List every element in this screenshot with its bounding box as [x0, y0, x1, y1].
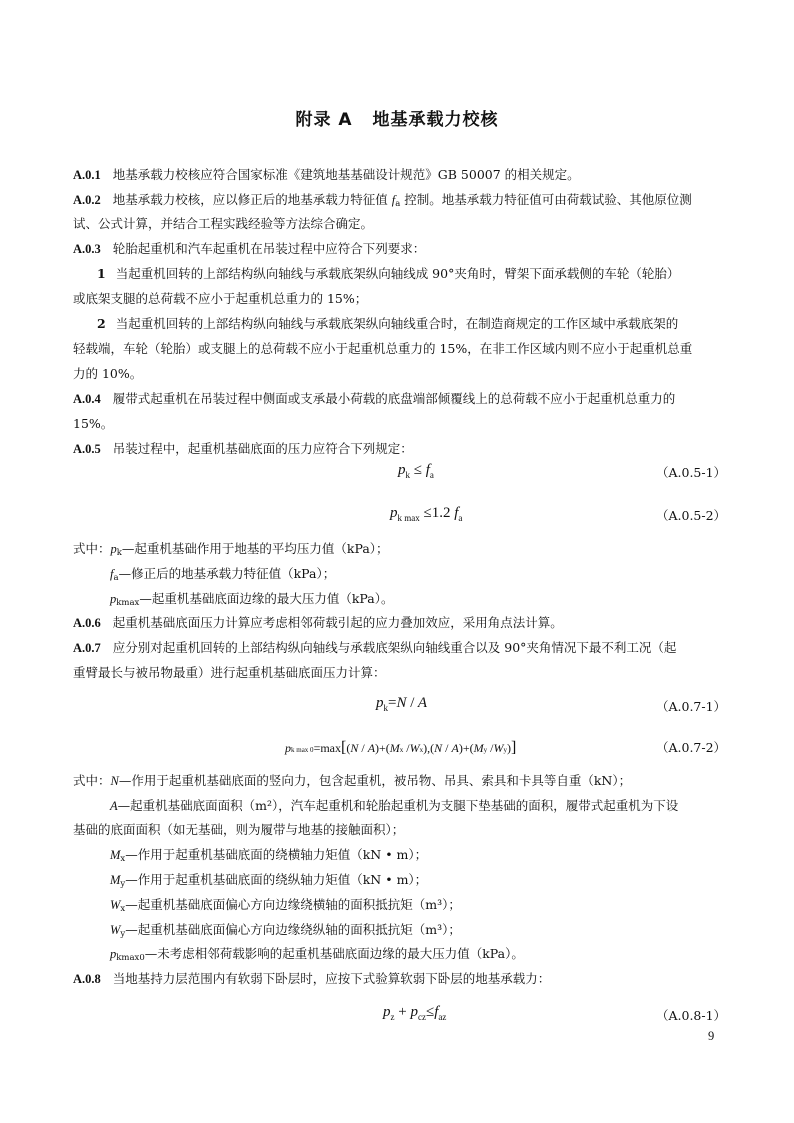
clause-a03: A.0.3 轮胎起重机和汽车起重机在吊装过程中应符合下列要求： — [73, 241, 426, 256]
formula-a07-1: $p_k=N / A$ — [376, 695, 428, 713]
where2-wx: $W_x—$起重机基础底面偏心方向边缘绕横轴的面积抵抗矩（m³）； — [110, 897, 461, 914]
clause-a06: A.0.6 起重机基础底面压力计算应考虑相邻荷载引起的应力叠加效应，采用角点法计算。 — [73, 615, 563, 630]
where1-fa: $f_a—$修正后的地基承载力特征值（kPa）； — [110, 566, 336, 583]
clause-a02: A.0.2 地基承载力校核，应以修正后的地基承载力特征值 $f_a$ 控制。地基承载力特征值可由荷载试验、其他原位测 — [73, 192, 692, 209]
formula-a08-1: $p_z + p_{cz}\le f_{az}$ — [383, 1004, 447, 1022]
clause-a04-line2: 15%。 — [73, 416, 114, 431]
formula-a05-2: $p_{k max} \le 1.2$ $f_a$ — [390, 505, 463, 523]
where1-pk: 式中：$p_k—$起重机基础作用于地基的平均压力值（kPa）； — [73, 541, 389, 558]
clause-a01: A.0.1 地基承载力校核应符合国家标准《建筑地基基础设计规范》GB 50007 的相关规定。 — [73, 167, 580, 182]
clause-a03-item2: 2 当起重机回转的上部结构纵向轴线与承载底架纵向轴线重合时，在制造商规定的工作区域中承载底架的 — [97, 316, 679, 331]
formula-label-a07-2: （A.0.7-2） — [656, 740, 727, 755]
formula-a05-1: $p_k \le f_a$ — [398, 462, 434, 480]
where2-mx: $M_x—$作用于起重机基础底面的绕横轴力矩值（kN • m）； — [110, 847, 428, 864]
clause-a07: A.0.7 应分别对起重机回转的上部结构纵向轴线与承载底架纵向轴线重合以及 90°夹角情况下最不利工况（起 — [73, 640, 677, 655]
clause-a03-item2-line3: 力的 10%。 — [73, 366, 143, 381]
clause-a03-item1: 1 当起重机回转的上部结构纵向轴线与承载底架纵向轴线成 90°夹角时，臂架下面承载侧的车轮（轮胎） — [97, 266, 680, 281]
where1-pkmax: $p_{kmax}—$起重机基础底面边缘的最大压力值（kPa）。 — [110, 591, 394, 608]
formula-label-a07-1: （A.0.7-1） — [656, 699, 727, 714]
where2-a-line2: 基础的底面面积（如无基础，则为履带与地基的接触面积）； — [73, 822, 405, 837]
formula-a07-2: pk max 0=max[(N / A)+(Mx /Wx),(N / A)+(My /Wy)] — [285, 739, 517, 756]
clause-a04: A.0.4 履带式起重机在吊装过程中侧面或支承最小荷载的底盘端部倾覆线上的总荷载不应小于起重机总重力的 — [73, 391, 676, 406]
where2-pkmax0: $p_{kmax0}—$未考虑相邻荷载影响的起重机基础底面边缘的最大压力值（kPa）。 — [110, 946, 524, 963]
where2-n: 式中：N—作用于起重机基础底面的竖向力，包含起重机，被吊物、吊具、索具和卡具等自重（kN）； — [73, 773, 632, 788]
clause-a03-item1-line2: 或底架支腿的总荷载不应小于起重机总重力的 15%； — [73, 291, 368, 306]
formula-label-a05-2: （A.0.5-2） — [656, 508, 727, 523]
page-number: 9 — [708, 1029, 715, 1043]
formula-label-a08-1: （A.0.8-1） — [656, 1008, 727, 1023]
where2-wy: $W_y—$起重机基础底面偏心方向边缘绕纵轴的面积抵抗矩（m³）； — [110, 922, 461, 939]
clause-a02-line2: 试、公式计算，并结合工程实践经验等方法综合确定。 — [73, 216, 374, 231]
clause-a05: A.0.5 吊装过程中，起重机基础底面的压力应符合下列规定： — [73, 441, 413, 456]
where2-my: $M_y—$作用于起重机基础底面的绕纵轴力矩值（kN • m）； — [110, 872, 428, 889]
formula-label-a05-1: （A.0.5-1） — [656, 465, 727, 480]
clause-a08: A.0.8 当地基持力层范围内有软弱下卧层时，应按下式验算软弱下卧层的地基承载力： — [73, 971, 551, 986]
clause-a07-line2: 重臂最长与被吊物最重）进行起重机基础底面压力计算： — [73, 665, 386, 680]
where2-a: A—起重机基础底面面积（m²），汽车起重机和轮胎起重机为支腿下垫基础的面积，履带式起重机为下设 — [110, 798, 679, 813]
page-title: 附录 A 地基承载力校核 — [295, 110, 499, 130]
clause-a03-item2-line2: 轻载端，车轮（轮胎）或支腿上的总荷载不应小于起重机总重力的 15%，在非工作区域内则不应小于起重机总重 — [73, 341, 693, 356]
